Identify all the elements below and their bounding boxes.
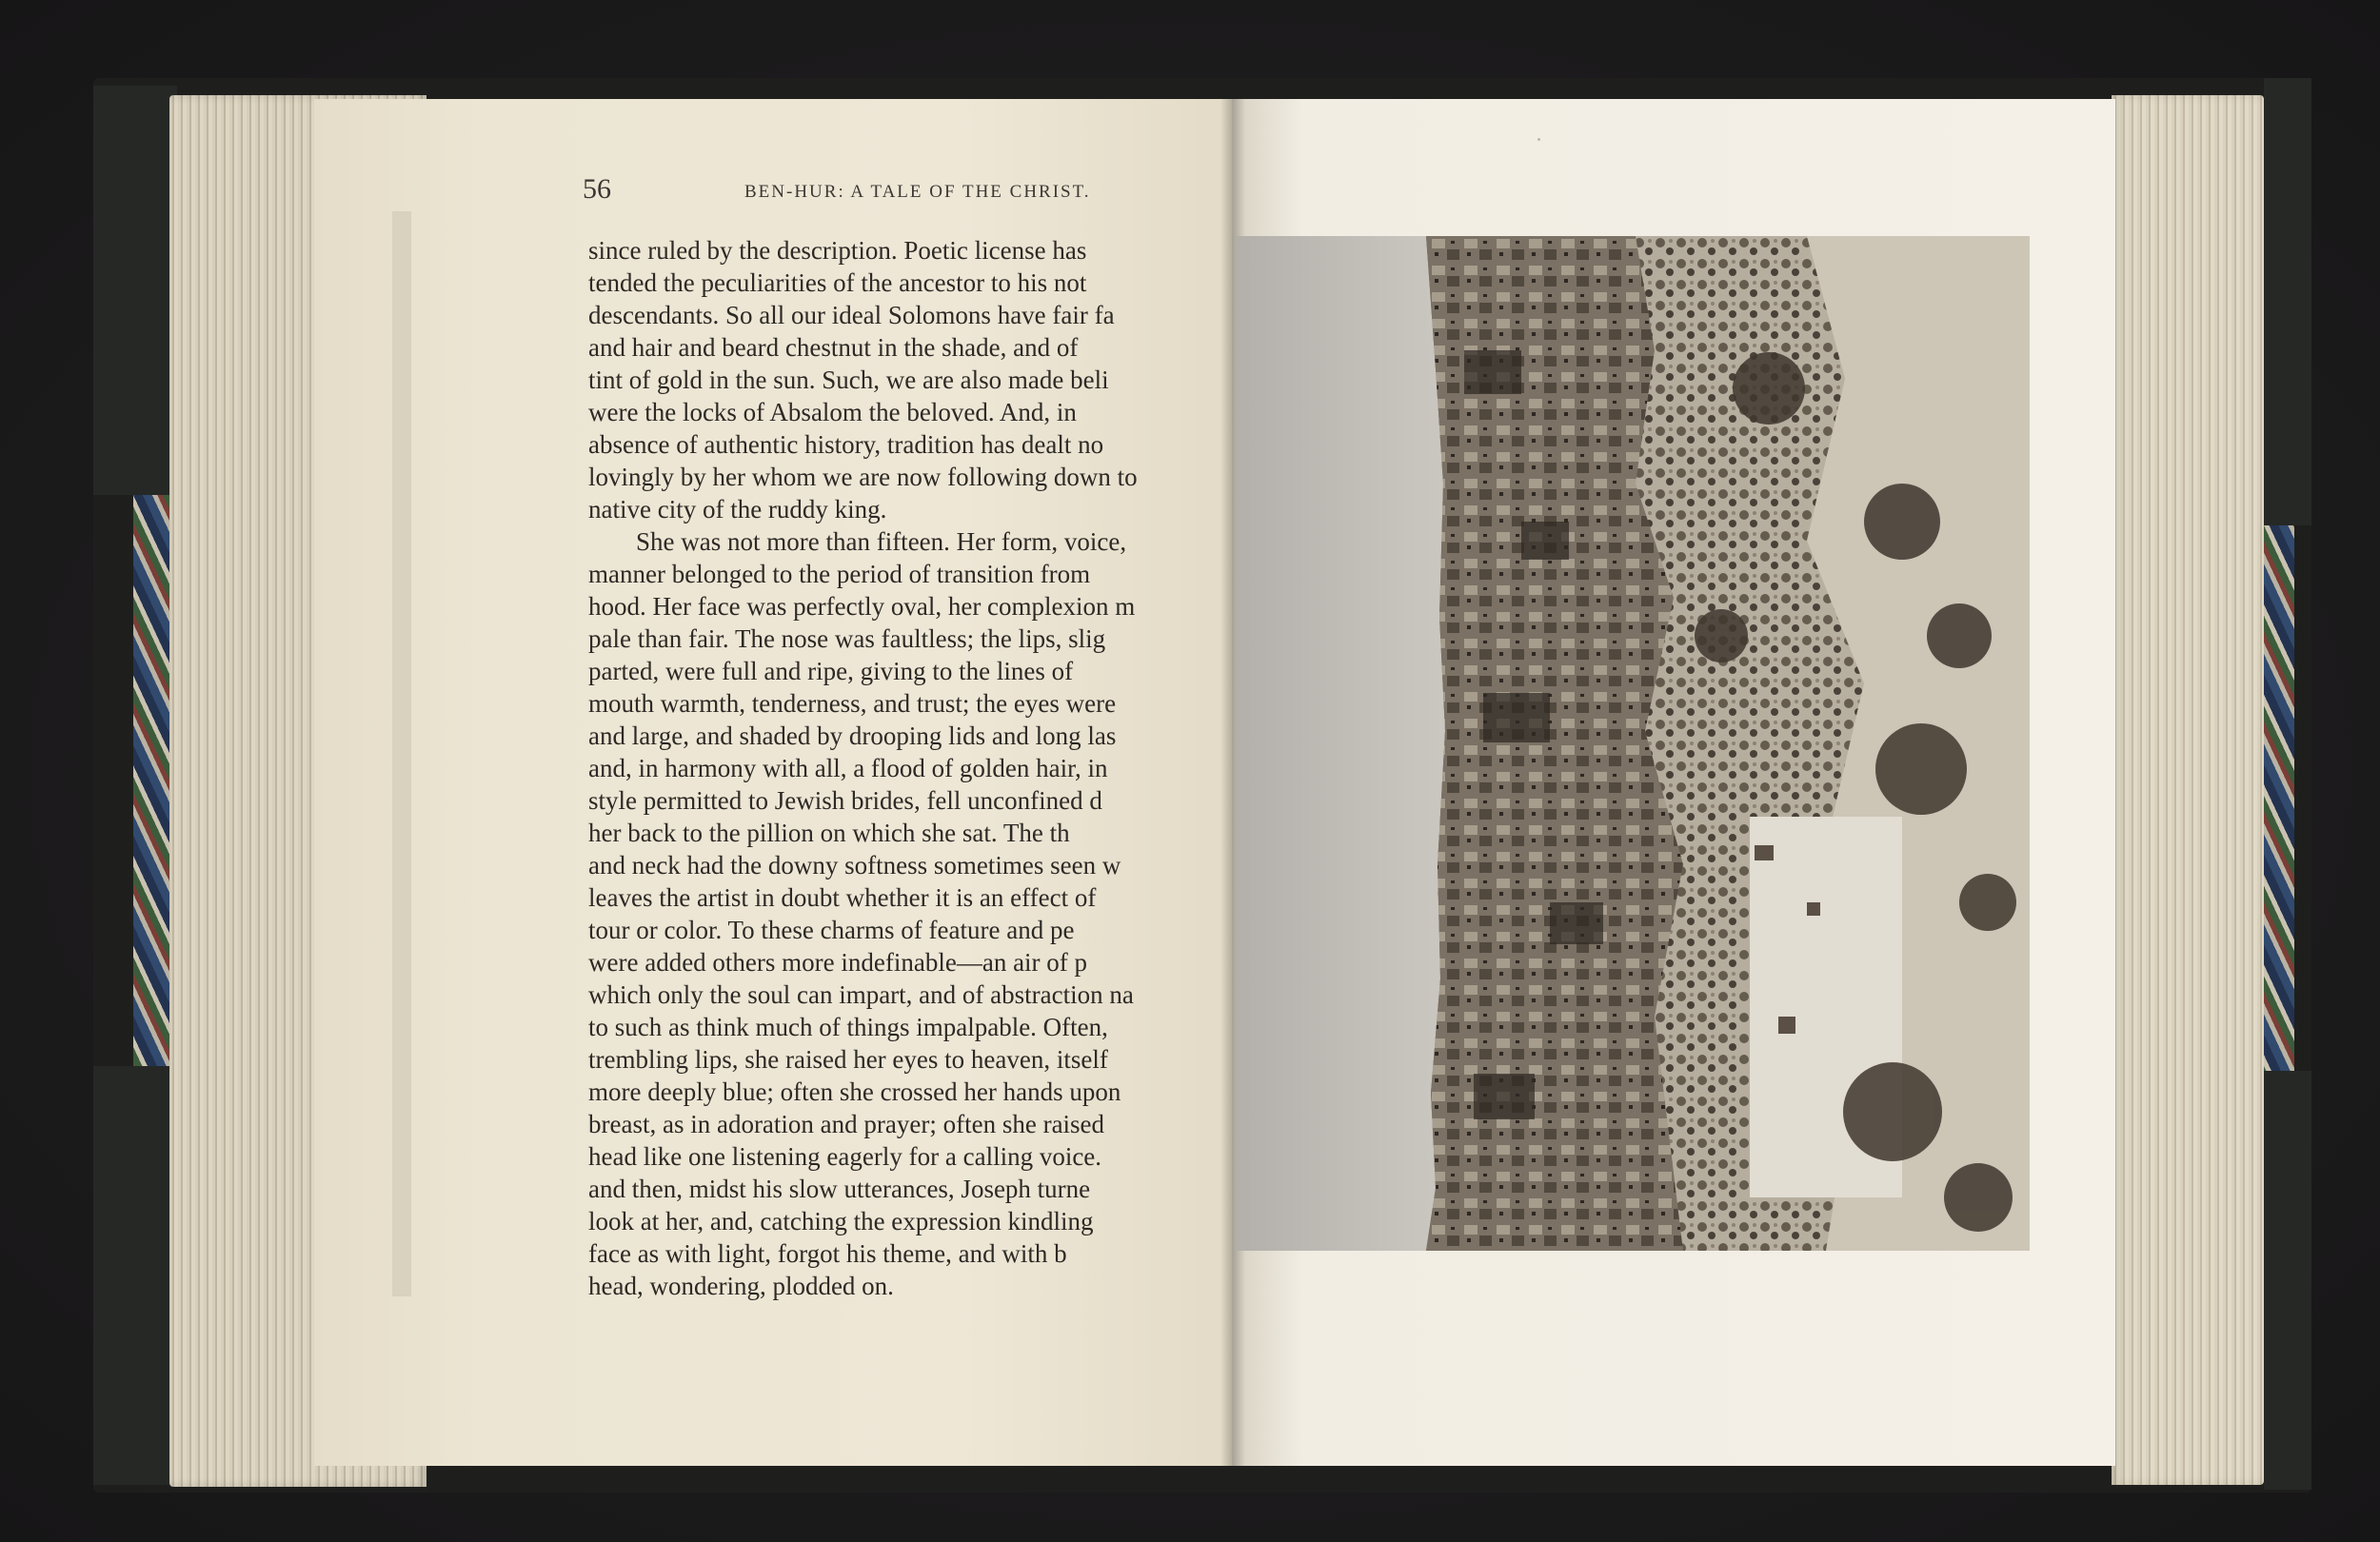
text-line: breast, as in adoration and prayer; often she raised [588, 1110, 1105, 1138]
text-line: look at her, and, catching the expression kindling [588, 1207, 1094, 1236]
landscape-photograph [1236, 236, 2030, 1251]
text-line: more deeply blue; often she crossed her hands upon [588, 1077, 1121, 1106]
text-line: since ruled by the description. Poetic license has [588, 236, 1087, 265]
text-line: absence of authentic history, tradition has dealt no [588, 430, 1104, 459]
text-line: were added others more indefinable—an air of p [588, 948, 1088, 977]
text-line: head like one listening eagerly for a calling voice. [588, 1142, 1102, 1171]
text-line: and, in harmony with all, a flood of golden hair, in [588, 754, 1108, 782]
text-line: descendants. So all our ideal Solomons have fair fa [588, 301, 1115, 329]
leather-corner-left-bottom [93, 1066, 177, 1485]
text-line: and then, midst his slow utterances, Joseph turne [588, 1175, 1091, 1203]
text-line: hood. Her face was perfectly oval, her complexion m [588, 592, 1136, 621]
running-head: BEN-HUR: A TALE OF THE CHRIST. [744, 182, 1091, 202]
photo-village-scene [1236, 236, 2030, 1251]
leather-corner-right-bottom [2264, 1071, 2311, 1490]
text-line: face as with light, forgot his theme, and with b [588, 1239, 1067, 1268]
text-line: to such as think much of things impalpable. Often, [588, 1013, 1108, 1041]
text-line: and large, and shaded by drooping lids and long las [588, 722, 1117, 750]
text-line: manner belonged to the period of transition from [588, 560, 1091, 588]
text-line: trembling lips, she raised her eyes to heaven, itself [588, 1045, 1108, 1074]
page-header [583, 173, 1240, 211]
page-number: 56 [583, 173, 611, 205]
text-line: which only the soul can impart, and of abstraction na [588, 980, 1134, 1009]
leather-corner-right-top [2264, 78, 2311, 525]
text-line: native city of the ruddy king. [588, 495, 887, 524]
body-text [588, 234, 1232, 1308]
paper-speck [1537, 138, 1540, 141]
text-line: parted, were full and ripe, giving to the lines of [588, 657, 1074, 685]
text-line: her back to the pillion on which she sat. The th [588, 819, 1070, 847]
text-line: head, wondering, plodded on. [588, 1272, 894, 1300]
text-line: tended the peculiarities of the ancestor to his not [588, 268, 1087, 297]
text-line: leaves the artist in doubt whether it is an effect of [588, 883, 1097, 912]
text-line: pale than fair. The nose was faultless; the lips, slig [588, 624, 1106, 653]
text-line: and hair and beard chestnut in the shade, and of [588, 333, 1079, 362]
text-line: She was not more than fifteen. Her form, voice, [636, 527, 1127, 556]
left-page-margin-shadow [392, 211, 411, 1296]
right-page-edges [2112, 95, 2264, 1485]
text-line: mouth warmth, tenderness, and trust; the eyes were [588, 689, 1117, 718]
text-line: tint of gold in the sun. Such, we are also made beli [588, 366, 1109, 394]
leather-corner-left-top [93, 86, 177, 495]
text-line: tour or color. To these charms of feature and pe [588, 916, 1075, 944]
text-line: and neck had the downy softness sometimes seen w [588, 851, 1121, 880]
text-line: style permitted to Jewish brides, fell unconfined d [588, 786, 1102, 815]
text-line: lovingly by her whom we are now following down to [588, 463, 1138, 491]
text-line: were the locks of Absalom the beloved. And, in [588, 398, 1077, 426]
